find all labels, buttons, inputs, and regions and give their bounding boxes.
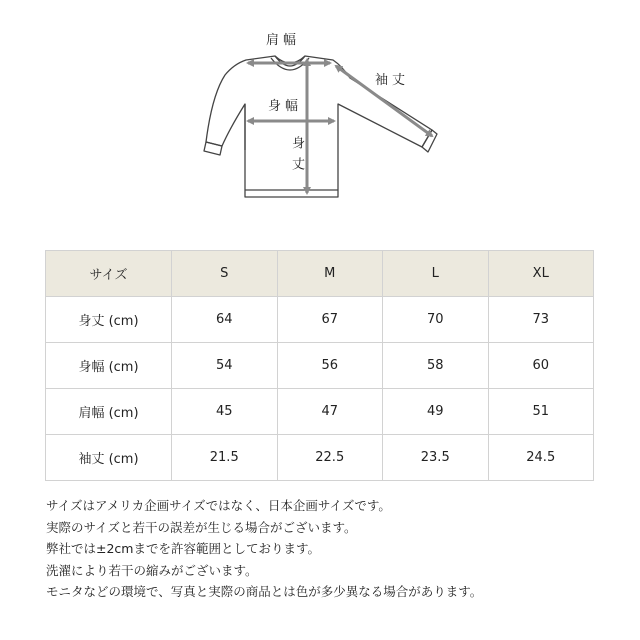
table-cell: 24.5 <box>488 435 594 481</box>
row-label: 袖丈 (cm) <box>46 435 172 481</box>
shoulder-width-label: 肩幅 <box>266 33 301 48</box>
sleeve-length-label: 袖丈 <box>375 73 410 88</box>
table-cell: 45 <box>172 389 278 435</box>
measurement-diagram <box>0 0 640 240</box>
table-cell: 58 <box>383 343 489 389</box>
table-cell: 56 <box>277 343 383 389</box>
table-row <box>46 435 594 481</box>
row-label: 肩幅 (cm) <box>46 389 172 435</box>
table-cell: 49 <box>383 389 489 435</box>
row-label: 身丈 (cm) <box>46 297 172 343</box>
header-s: S <box>172 251 278 297</box>
row-label: 身幅 (cm) <box>46 343 172 389</box>
table-row <box>46 297 594 343</box>
table-cell: 67 <box>277 297 383 343</box>
note-item: モニタなどの環境で、写真と実際の商品とは色が多少異なる場合があります。 <box>46 584 483 599</box>
size-table <box>45 250 594 481</box>
table-row <box>46 389 594 435</box>
note-item: 弊社では±2cmまでを許容範囲としております。 <box>46 541 320 556</box>
note-item: 実際のサイズと若干の誤差が生じる場合がございます。 <box>46 519 357 535</box>
note-item: 洗濯により若干の縮みがございます。 <box>46 562 258 578</box>
shirt-illustration <box>0 0 640 240</box>
table-cell: 47 <box>277 389 383 435</box>
note-item: サイズはアメリカ企画サイズではなく、日本企画サイズです。 <box>46 498 391 513</box>
header-xl: XL <box>488 251 594 297</box>
table-cell: 51 <box>488 389 594 435</box>
table-cell: 23.5 <box>383 435 489 481</box>
table-row <box>46 343 594 389</box>
header-l: L <box>383 251 489 297</box>
table-cell: 70 <box>383 297 489 343</box>
table-cell: 21.5 <box>172 435 278 481</box>
size-table-header <box>46 251 594 297</box>
table-cell: 60 <box>488 343 594 389</box>
table-cell: 73 <box>488 297 594 343</box>
body-length-label: 身丈 <box>289 136 304 178</box>
table-cell: 64 <box>172 297 278 343</box>
table-cell: 22.5 <box>277 435 383 481</box>
header-size: サイズ <box>46 251 172 297</box>
header-m: M <box>277 251 383 297</box>
body-width-label: 身幅 <box>268 99 303 114</box>
notes-list <box>46 495 482 603</box>
table-cell: 54 <box>172 343 278 389</box>
